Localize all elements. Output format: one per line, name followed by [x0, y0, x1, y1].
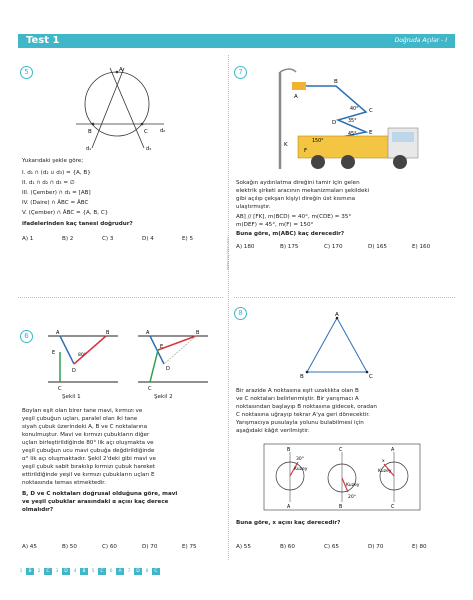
q6-line-5: uçları birleştirildiğinde 80° lik açı oluşmakta ve [22, 440, 154, 446]
q8-line-2: ve C noktaları belirlenmiştir. Bir yarışmacı A [236, 396, 359, 402]
answer-box-3: D [62, 568, 70, 575]
q7-option-b[interactable]: B) 175 [280, 244, 299, 250]
q6-option-d[interactable]: D) 70 [142, 544, 158, 550]
q7-label-a: A [294, 94, 298, 100]
q6-line-7: α° lik açı oluşmaktadır. Şekil 2'deki gibi mavi ve [22, 456, 156, 462]
q8-kuzey-2: Kuzey [346, 483, 360, 488]
q8-compass-a-bottom: A [287, 505, 291, 510]
row-divider-left [18, 297, 223, 298]
question-number-6: 6 [20, 330, 33, 343]
header-bar [18, 34, 455, 48]
q8-option-c[interactable]: C) 65 [324, 544, 339, 550]
q5-label-c: C [144, 129, 148, 135]
q8-line-1: Bir arazide A noktasına eşit uzaklıkta olan B [236, 388, 359, 394]
q7-label-e: E [369, 130, 373, 136]
q6-option-b[interactable]: B) 50 [62, 544, 77, 550]
q5-options [22, 236, 212, 243]
q5-option-c[interactable]: C) 3 [102, 236, 114, 242]
q6-line-10: noktasında temas etmektedir. [22, 480, 106, 486]
q6-line-8: yeşil çubuk sabit bırakılıp kırmızı çubuk hareket [22, 464, 156, 470]
answer-num-2: 2 [37, 569, 41, 574]
q5-label-d2: d₂ [160, 128, 166, 134]
q8-options [236, 544, 452, 551]
answer-box-7: D [134, 568, 142, 575]
q7-options [236, 244, 452, 251]
q6-question-1: B, D ve C noktaları doğrusal olduğuna göre, mavi [22, 491, 178, 497]
q8-line-3: noktasından başlayıp B noktasına gidecek, oradan [236, 404, 377, 410]
q5-option-a[interactable]: A) 1 [22, 236, 34, 242]
q8-kuzey-1: Kuzey [294, 467, 308, 472]
q7-label-d: D [332, 120, 337, 126]
q7-angle-35: 35° [348, 119, 357, 124]
q6-fig2-caption: Şekil 2 [154, 394, 173, 400]
q6-fig1-angle-80: 80° [78, 353, 86, 358]
q5-circle-diagram [62, 62, 172, 152]
q6-option-e[interactable]: E) 75 [182, 544, 197, 550]
q6-line-2: yeşil çubuğun uçları, paralel olan iki tane [22, 416, 138, 422]
q8-line-5: Yarışmacıya pusulayla yolunu bulabilmesi için [236, 420, 364, 426]
q7-angle-40: 40° [350, 107, 359, 112]
q7-angle-150: 150° [312, 139, 324, 144]
answer-box-2: C [44, 568, 52, 575]
q7-option-a[interactable]: A) 180 [236, 244, 255, 250]
test-title: Test 1 [26, 35, 60, 46]
q8-angle-30: 30° [296, 457, 304, 462]
q8-line-6: aşağıdaki kâğıt verilmiştir. [236, 428, 310, 434]
q8-triangle-diagram [292, 310, 382, 380]
q5-intro: Yukarıdaki şekle göre; [22, 158, 84, 164]
q5-question: ifadelerinden kaç tanesi doğrudur? [22, 221, 133, 227]
q5-label-d1: d₁ [86, 146, 92, 152]
q7-line-6: m(DEF) = 45°, m(F) = 150° [236, 222, 314, 228]
q5-label-d3: d₃ [146, 146, 152, 152]
q5-item-4: IV. (Daire) ∩ ÂBC = ÂBC [22, 200, 89, 206]
question-number-5: 5 [20, 66, 33, 79]
q8-label-c: C [369, 374, 373, 380]
q8-option-d[interactable]: D) 70 [368, 544, 384, 550]
q6-fig1-caption: Şekil 1 [62, 394, 81, 400]
q8-question: Buna göre, x açısı kaç derecedir? [236, 520, 341, 526]
q5-option-e[interactable]: E) 5 [182, 236, 194, 242]
q8-option-a[interactable]: A) 55 [236, 544, 251, 550]
q8-compass-c-bottom: C [391, 505, 395, 510]
q6-line-6: yeşil çubuğun ucu mavi çubuğa değdirildiğinde [22, 448, 155, 454]
q8-kuzey-3: Kuzey [378, 469, 392, 474]
page-header [0, 0, 473, 44]
q7-line-3: gibi açılıp çekşan kişiyi direğin üst kısmına [236, 196, 356, 202]
q8-compass-c: C [339, 448, 343, 453]
q8-option-b[interactable]: B) 60 [280, 544, 295, 550]
q6-question-3: olmalıdır? [22, 507, 54, 513]
q8-angle-x: x [382, 459, 385, 464]
side-watermark: www.yayinevi.com [226, 237, 230, 270]
column-divider [228, 55, 229, 560]
answer-num-4: 4 [73, 569, 77, 574]
q6-fig2-label-a: A [146, 330, 150, 336]
q8-compass-b-bottom: B [339, 505, 343, 510]
answer-box-4: B [80, 568, 88, 575]
q5-label-b: B [88, 129, 92, 135]
q6-fig2-label-b: B [196, 330, 200, 336]
q6-options [22, 544, 218, 551]
q7-option-d[interactable]: D) 165 [368, 244, 387, 250]
q6-line-9: ettirildiğinde yeşil ve kırmızı çubukların uçları E [22, 472, 155, 478]
question-number-7: 7 [234, 66, 247, 79]
q8-option-e[interactable]: E) 80 [412, 544, 427, 550]
q7-option-c[interactable]: C) 170 [324, 244, 343, 250]
q7-crane-truck-diagram [268, 64, 468, 174]
answer-num-1: 1 [19, 569, 23, 574]
q6-line-3: siyah çubuk üzerindeki A, B ve C noktalarına [22, 424, 147, 430]
q5-item-2: II. d₁ ∩ d₂ ∩ d₃ = ∅ [22, 180, 75, 186]
q6-option-c[interactable]: C) 60 [102, 544, 117, 550]
q6-fig1-label-c: C [58, 386, 62, 392]
q6-fig2-label-e: E [160, 344, 164, 350]
q7-option-e[interactable]: E) 160 [412, 244, 431, 250]
answer-num-5: 5 [91, 569, 95, 574]
q7-label-c: C [369, 108, 373, 114]
q6-figure-1 [38, 326, 128, 396]
q5-label-a: A [119, 67, 123, 73]
q8-label-b: B [300, 374, 304, 380]
q5-item-5: V. (Çember) ∩ ÂBC = {A, B, C} [22, 210, 109, 216]
answer-num-3: 3 [55, 569, 59, 574]
q7-label-b: B [334, 79, 338, 85]
q6-fig1-label-e: E [52, 350, 56, 356]
q6-fig2-label-d: D [166, 366, 170, 372]
q7-line-2: elektrik şirketi aracının mekanizmaları şekildeki [236, 188, 370, 194]
topic-subtitle: Doğruda Açılar - I [394, 37, 447, 44]
q7-label-k: K [284, 142, 288, 148]
q6-fig1-label-a: A [56, 330, 60, 336]
q6-fig2-label-c: C [148, 386, 152, 392]
q8-label-a: A [335, 312, 339, 318]
q5-item-3: III. (Çember) ∩ d₁ = [AB] [22, 190, 91, 196]
q6-question-2: ve yeşil çubuklar arasındaki α açısı kaç derece [22, 499, 169, 505]
answer-box-6: A [116, 568, 124, 575]
answer-num-6: 6 [109, 569, 113, 574]
q5-option-b[interactable]: B) 2 [62, 236, 74, 242]
q6-option-a[interactable]: A) 45 [22, 544, 37, 550]
answer-box-5: C [98, 568, 106, 575]
q8-compass-a: A [391, 448, 395, 453]
answer-num-7: 7 [127, 569, 131, 574]
q6-fig1-label-b: B [106, 330, 110, 336]
q5-item-1: I. d₁ ∩ (d₂ ∪ d₃) = {A, B} [22, 170, 91, 176]
q7-line-4: ulaştırmıştır. [236, 204, 271, 210]
q8-compass-paper [262, 442, 422, 512]
question-number-8: 8 [234, 307, 247, 320]
q5-option-d[interactable]: D) 4 [142, 236, 154, 242]
q6-figure-2 [128, 326, 218, 396]
q7-question: Buna göre, m(ABC) kaç derecedir? [236, 231, 345, 237]
q6-line-1: Boyları eşit olan birer tane mavi, kırmızı ve [22, 408, 143, 414]
answer-box-8: C [152, 568, 160, 575]
q6-line-4: konulmuştur. Mavi ve kırmızı çubukların diğer [22, 432, 150, 438]
answer-num-8: 8 [145, 569, 149, 574]
q8-angle-20: 20° [348, 495, 356, 500]
answer-box-1: B [26, 568, 34, 575]
q7-label-f: F [304, 148, 308, 154]
q7-angle-45: 45° [348, 132, 357, 137]
answer-key-footer [18, 568, 160, 575]
q8-compass-b: B [287, 448, 291, 453]
q6-fig1-label-d: D [72, 368, 76, 374]
row-divider-right [234, 297, 455, 298]
q8-line-4: C noktasına uğrayıp tekrar A'ya geri dönecektir. [236, 412, 370, 418]
q7-line-5: AB] // [FK], m(BCD) = 40°, m(CDE) = 35° [236, 214, 352, 220]
q7-line-1: Sokağın aydınlatma direğini tamir için gelen [236, 180, 360, 186]
